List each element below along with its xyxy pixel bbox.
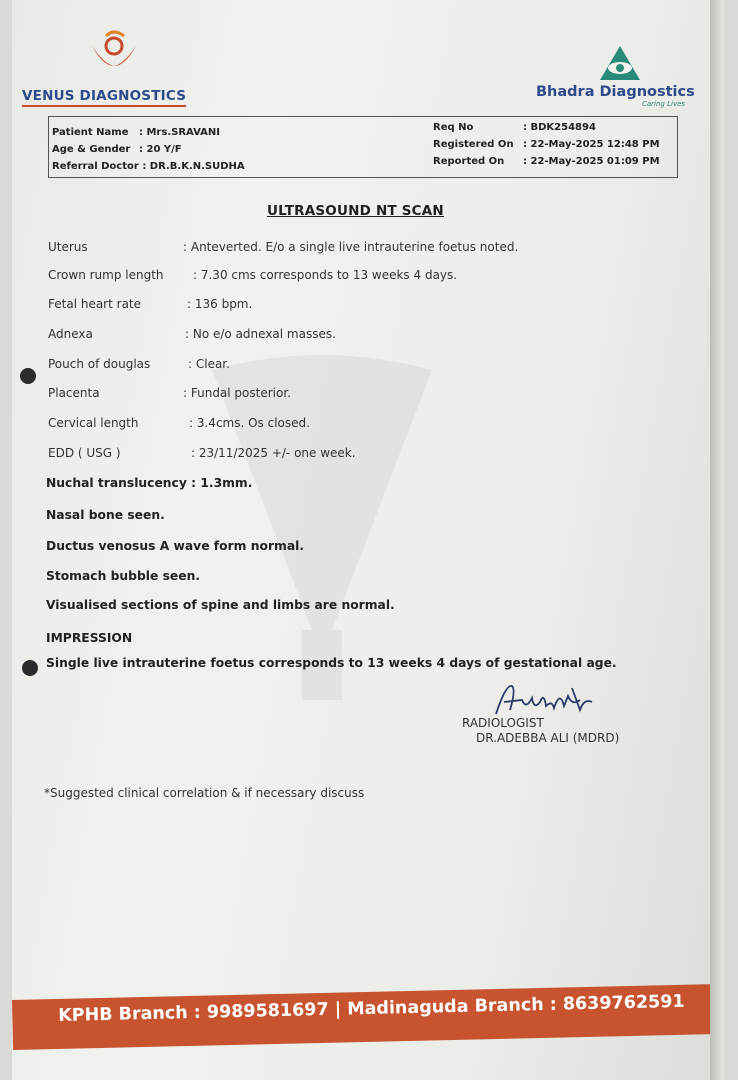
- impression-text: Single live intrauterine foetus corresponds to 13 weeks 4 days of gestational age.: [46, 656, 617, 670]
- finding-label: Placenta: [48, 386, 100, 400]
- finding-value: : 136 bpm.: [187, 297, 253, 311]
- registered-on-label: Registered On: [433, 139, 514, 150]
- finding-label: Fetal heart rate: [48, 297, 142, 311]
- bhadra-tagline: Caring Lives: [642, 100, 686, 108]
- nuchal-translucency-row: [46, 476, 252, 490]
- nuchal-value: : 1.3mm.: [191, 476, 253, 490]
- req-no-row: [433, 122, 596, 133]
- finding-label: Crown rump length: [48, 268, 164, 282]
- footer-branches: KPHB Branch : 9989581697 | Madinaguda Branch : 8639762591: [58, 991, 685, 1026]
- statement-line: Ductus venosus A wave form normal.: [46, 539, 305, 553]
- reported-on-label: Reported On: [433, 156, 505, 167]
- req-no-value: : BDK254894: [523, 122, 596, 133]
- punch-hole: [20, 368, 36, 384]
- patient-info-box: [48, 116, 678, 178]
- impression-heading: IMPRESSION: [46, 631, 133, 645]
- statement-line: Nasal bone seen.: [46, 508, 165, 522]
- punch-hole: [22, 660, 38, 676]
- patient-name-row: [52, 127, 220, 138]
- venus-logo: [22, 30, 192, 110]
- report-paper: [12, 0, 724, 1080]
- report-title: ULTRASOUND NT SCAN: [267, 203, 444, 219]
- nuchal-label: Nuchal translucency: [46, 476, 187, 490]
- registered-on-row: [433, 139, 660, 150]
- patient-name-value: : Mrs.SRAVANI: [139, 127, 220, 138]
- finding-label: Pouch of douglas: [48, 357, 151, 371]
- bhadra-brand-name: Bhadra Diagnostics: [536, 84, 695, 100]
- referral-doctor-value: : DR.B.K.N.SUDHA: [142, 161, 245, 172]
- finding-label: Cervical length: [48, 416, 139, 430]
- finding-value: : Anteverted. E/o a single live intrauterine foetus noted.: [183, 240, 519, 254]
- reported-on-row: [433, 156, 660, 167]
- paper-edge: [710, 0, 724, 1080]
- finding-value: : 7.30 cms corresponds to 13 weeks 4 days.: [193, 268, 458, 282]
- finding-label: Uterus: [48, 240, 88, 254]
- bhadra-eye-icon: [598, 44, 642, 82]
- patient-name-label: Patient Name: [52, 127, 129, 138]
- req-no-label: Req No: [433, 122, 474, 133]
- finding-value: : 3.4cms. Os closed.: [189, 416, 310, 430]
- age-gender-row: [52, 144, 182, 155]
- age-gender-value: : 20 Y/F: [139, 144, 182, 155]
- referral-doctor-label: Referral Doctor: [52, 161, 139, 172]
- finding-label: Adnexa: [48, 327, 93, 341]
- venus-brand-name: VENUS DIAGNOSTICS: [22, 88, 186, 107]
- finding-value: : Clear.: [188, 357, 230, 371]
- venus-emblem-icon: [84, 30, 144, 90]
- statement-line: Visualised sections of spine and limbs are normal.: [46, 598, 395, 612]
- referral-doctor-row: [52, 161, 245, 172]
- bhadra-logo: [532, 44, 702, 114]
- finding-value: : No e/o adnexal masses.: [185, 327, 336, 341]
- finding-value: : Fundal posterior.: [183, 386, 291, 400]
- registered-on-value: : 22-May-2025 12:48 PM: [523, 139, 660, 150]
- signature-name: DR.ADEBBA ALI (MDRD): [476, 731, 620, 745]
- finding-value: : 23/11/2025 +/- one week.: [191, 446, 356, 460]
- reported-on-value: : 22-May-2025 01:09 PM: [523, 156, 660, 167]
- finding-label: EDD ( USG ): [48, 446, 121, 460]
- clinical-note: *Suggested clinical correlation & if necessary discuss: [44, 786, 365, 800]
- signature-title: RADIOLOGIST: [462, 716, 544, 730]
- age-gender-label: Age & Gender: [52, 144, 131, 155]
- statement-line: Stomach bubble seen.: [46, 569, 201, 583]
